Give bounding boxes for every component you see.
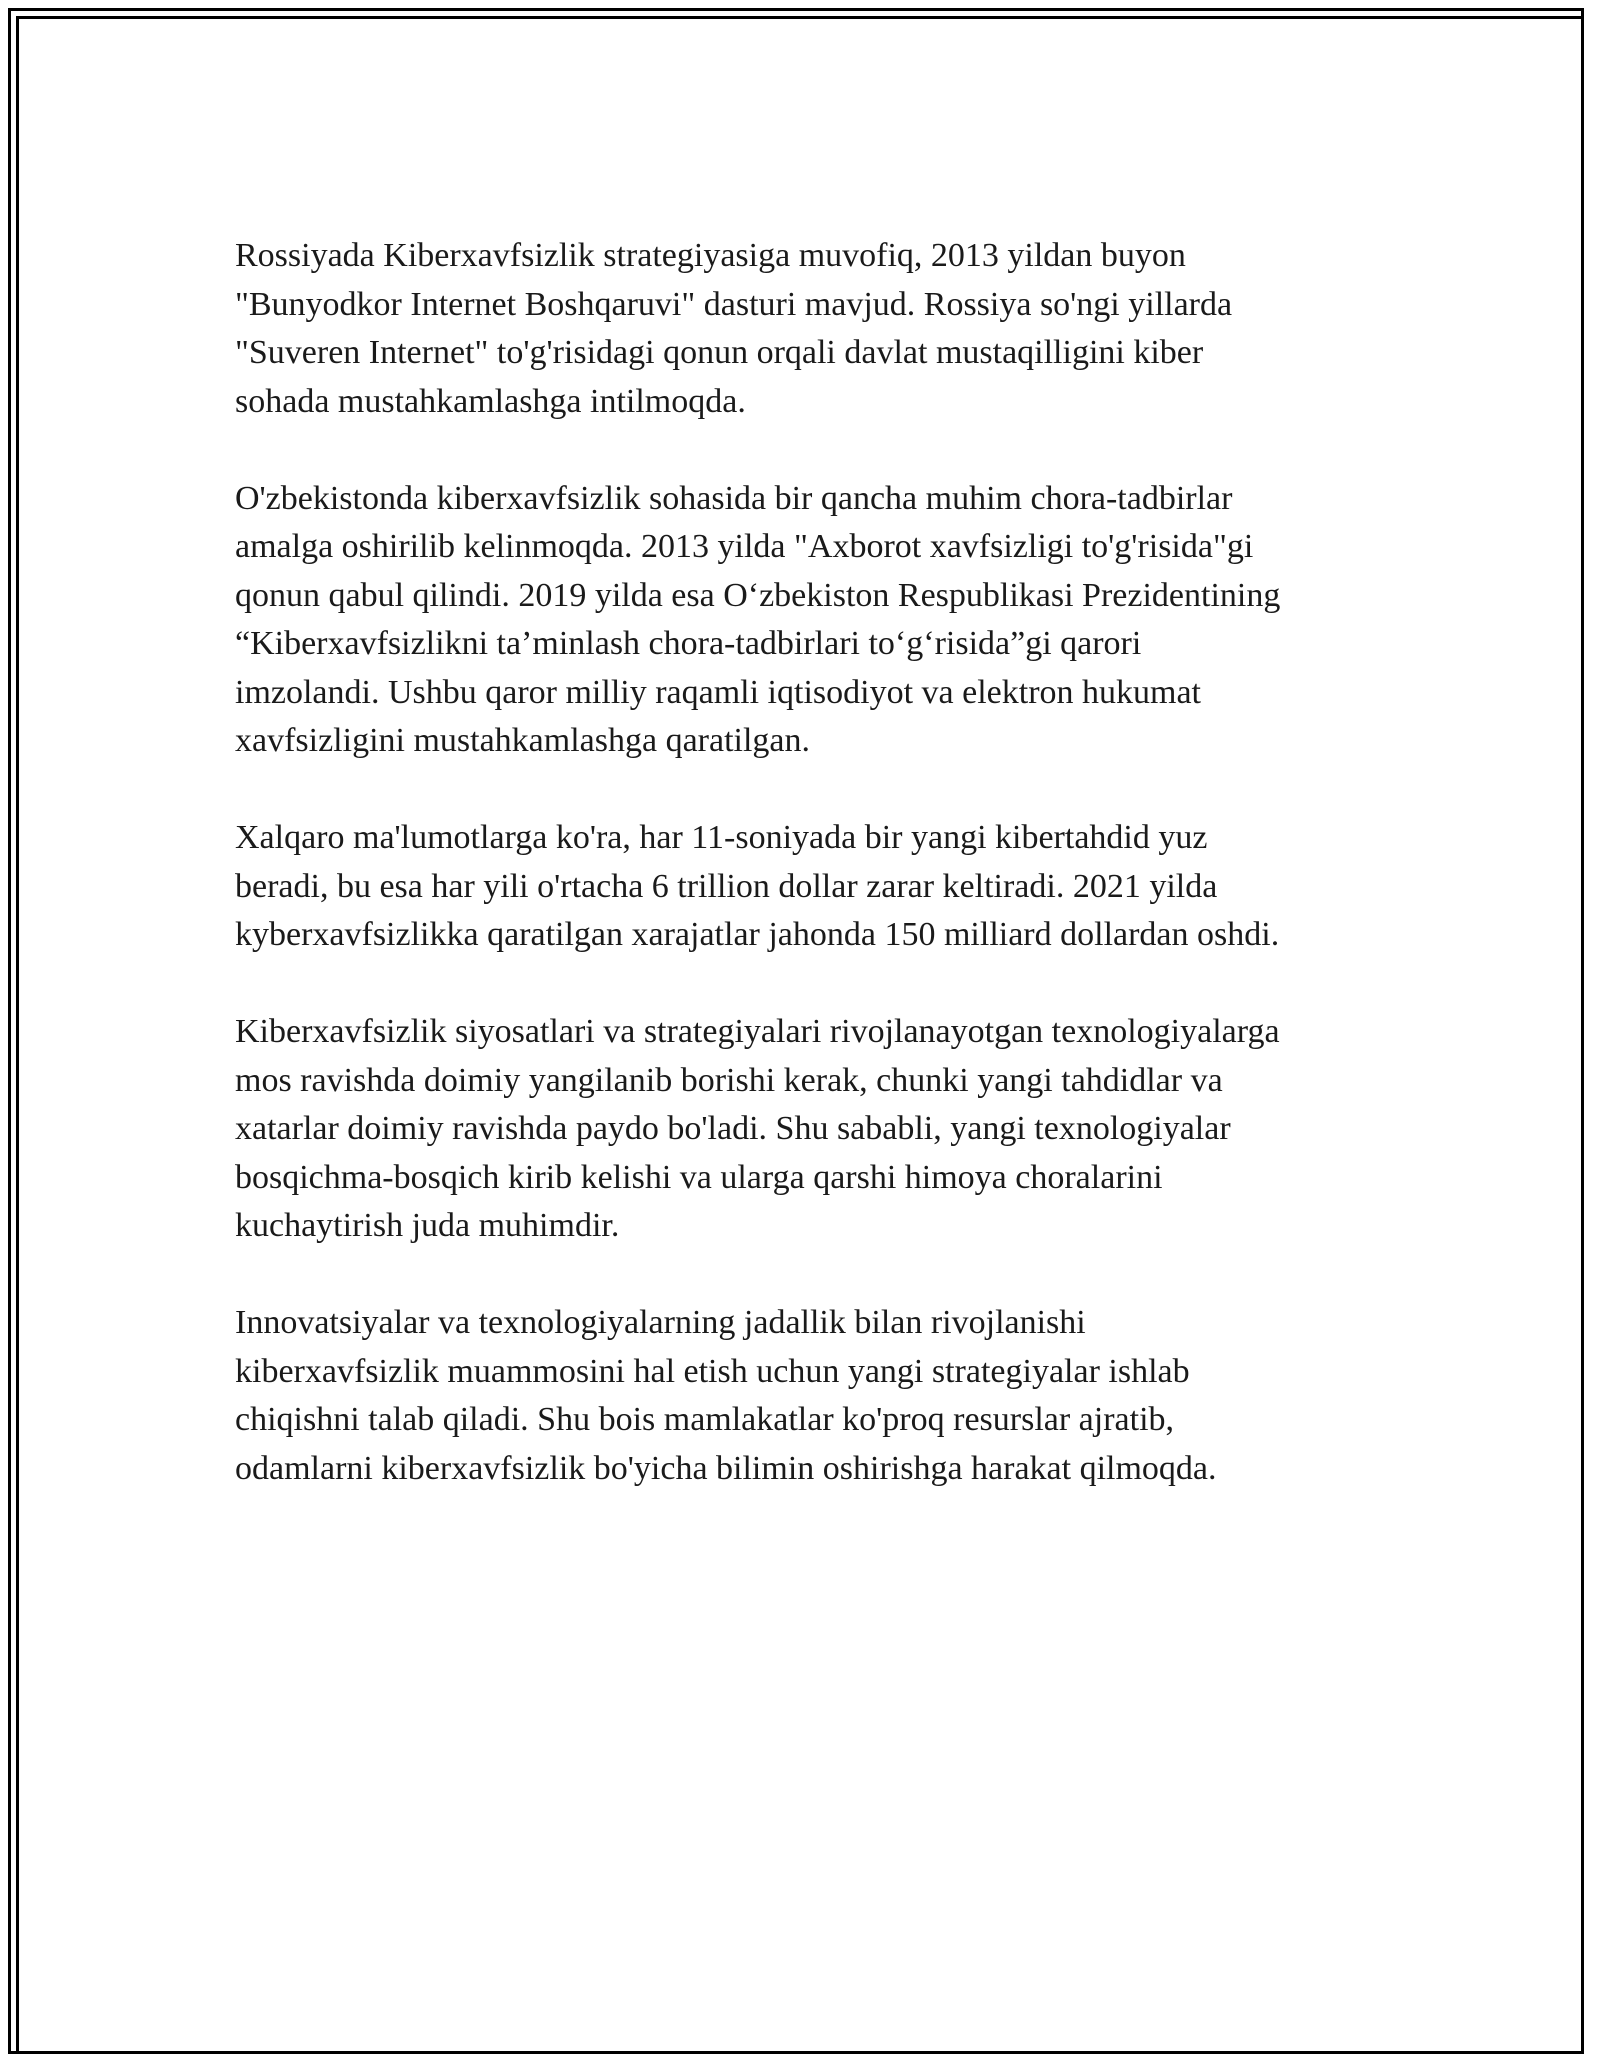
text-line: Xalqaro ma'lumotlarga ko'ra, har 11-soniyada bir yangi kibertahdid yuz <box>235 819 1208 856</box>
text-line: kuchaytirish juda muhimdir. <box>235 1207 620 1244</box>
text-line: beradi, bu esa har yili o'rtacha 6 trillion dollar zarar keltiradi. 2021 yilda <box>235 867 1218 905</box>
text-line: “Kiberxavfsizlikni ta’minlash chora-tadbirlari toʻgʻrisida”gi qarori <box>235 625 1142 662</box>
text-line: amalga oshirilib kelinmoqda. 2013 yilda "Axborot xavfsizligi to'g'risida"gi <box>235 528 1254 565</box>
text-line: sohada mustahkamlashga intilmoqda. <box>235 382 746 420</box>
text-line: Rossiyada Kiberxavfsizlik strategiyasiga muvofiq, 2013 yildan buyon <box>235 237 1186 274</box>
paragraph-policy-updates <box>235 1008 1385 1251</box>
text-line: bosqichma-bosqich kirib kelishi va ularga qarshi himoya choralarini <box>235 1158 1163 1196</box>
text-line: kyberxavfsizlikka qaratilgan xarajatlar jahonda 150 milliard dollardan oshdi. <box>235 916 1280 953</box>
paragraph-uzbekistan-measures <box>235 475 1385 766</box>
paragraph-international-data <box>235 814 1385 960</box>
text-line: mos ravishda doimiy yangilanib borishi kerak, chunki yangi tahdidlar va <box>235 1061 1223 1099</box>
text-line: chiqishni talab qiladi. Shu bois mamlakatlar ko'proq resurslar ajratib, <box>235 1401 1175 1438</box>
paragraph-russia-strategy <box>235 232 1385 426</box>
text-line: qonun qabul qilindi. 2019 yilda esa Oʻzbekiston Respublikasi Prezidentining <box>235 576 1281 614</box>
text-line: xatarlar doimiy ravishda paydo bo'ladi. Shu sababli, yangi texnologiyalar <box>235 1110 1231 1147</box>
text-line: xavfsizligini mustahkamlashga qaratilgan. <box>235 722 811 759</box>
document-body <box>235 232 1385 1542</box>
paragraph-innovation <box>235 1299 1385 1493</box>
text-line: imzolandi. Ushbu qaror milliy raqamli iqtisodiyot va elektron hukumat <box>235 673 1201 711</box>
text-line: "Bunyodkor Internet Boshqaruvi" dasturi mavjud. Rossiya so'ngi yillarda <box>235 285 1233 323</box>
text-line: kiberxavfsizlik muammosini hal etish uchun yangi strategiyalar ishlab <box>235 1352 1190 1390</box>
text-line: odamlarni kiberxavfsizlik bo'yicha bilimin oshirishga harakat qilmoqda. <box>235 1449 1217 1487</box>
text-line: O'zbekistonda kiberxavfsizlik sohasida bir qancha muhim chora-tadbirlar <box>235 479 1233 517</box>
text-line: Kiberxavfsizlik siyosatlari va strategiyalari rivojlanayotgan texnologiyalarga <box>235 1013 1280 1050</box>
text-line: "Suveren Internet" to'g'risidagi qonun orqali davlat mustaqilligini kiber <box>235 334 1204 371</box>
text-line: Innovatsiyalar va texnologiyalarning jadallik bilan rivojlanishi <box>235 1304 1086 1341</box>
